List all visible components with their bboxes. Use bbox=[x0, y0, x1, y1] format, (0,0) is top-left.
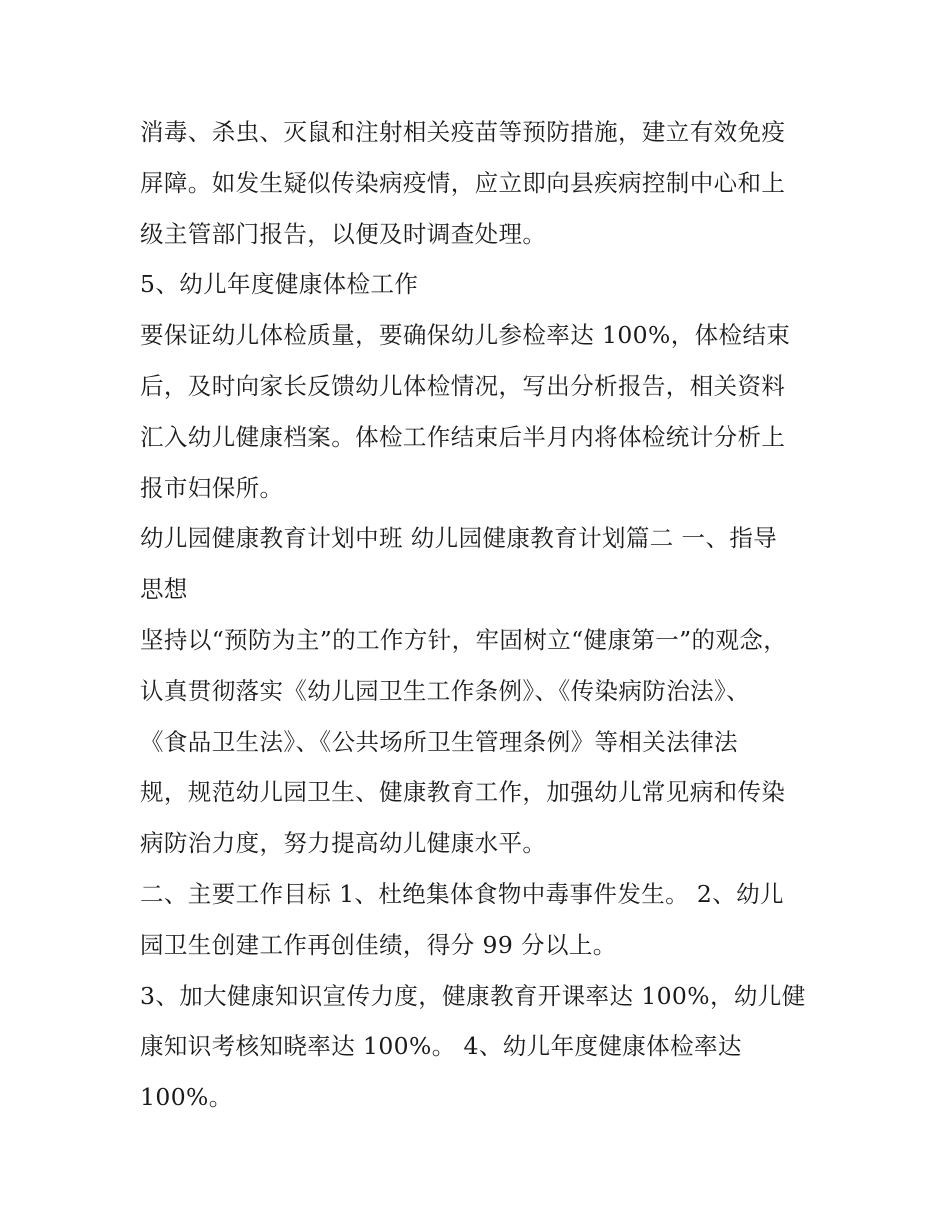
text-line: 屏障。如发生疑似传染病疫情，应立即向县疾病控制中心和上 bbox=[140, 168, 786, 197]
document-body bbox=[140, 107, 820, 1123]
section-heading: 幼儿园健康教育计划中班 幼儿园健康教育计划篇二 一、指导 bbox=[140, 524, 778, 553]
text-line: 消毒、杀虫、灭鼠和注射相关疫苗等预防措施，建立有效免疫 bbox=[140, 118, 786, 146]
section-heading: 思想 bbox=[140, 575, 188, 604]
text-line: 3、加大健康知识宣传力度，健康教育开课率达 100%，幼儿健 bbox=[140, 981, 806, 1010]
text-line: 100%。 bbox=[140, 1083, 233, 1112]
text-line: 康知识考核知晓率达 100%。 4、幼儿年度健康体检率达 bbox=[140, 1032, 742, 1061]
text-line: 要保证幼儿体检质量，要确保幼儿参检率达 100%，体检结束 bbox=[140, 321, 791, 350]
text-line: 认真贯彻落实《幼儿园卫生工作条例》、《传染病防治法》、 bbox=[140, 676, 751, 705]
section-heading: 5、幼儿年度健康体检工作 bbox=[140, 270, 419, 299]
text-line: 报市妇保所。 bbox=[140, 473, 284, 502]
text-line: 后，及时向家长反馈幼儿体检情况，写出分析报告，相关资料 bbox=[140, 371, 786, 400]
text-line: 级主管部门报告，以便及时调查处理。 bbox=[140, 219, 547, 248]
text-line: 坚持以“预防为主”的工作方针，牢固树立“健康第一”的观念， bbox=[140, 625, 788, 654]
text-line: 汇入幼儿健康档案。体检工作结束后半月内将体检统计分析上 bbox=[140, 422, 786, 451]
text-line: 《食品卫生法》、《公共场所卫生管理条例》等相关法律法 bbox=[140, 727, 738, 756]
text-line: 规，规范幼儿园卫生、健康教育工作，加强幼儿常见病和传染 bbox=[140, 778, 786, 807]
text-line: 病防治力度，努力提高幼儿健康水平。 bbox=[140, 829, 547, 858]
text-line: 园卫生创建工作再创佳绩，得分 99 分以上。 bbox=[140, 930, 617, 959]
text-line: 二、主要工作目标 1、杜绝集体食物中毒事件发生。 2、幼儿 bbox=[140, 879, 784, 908]
